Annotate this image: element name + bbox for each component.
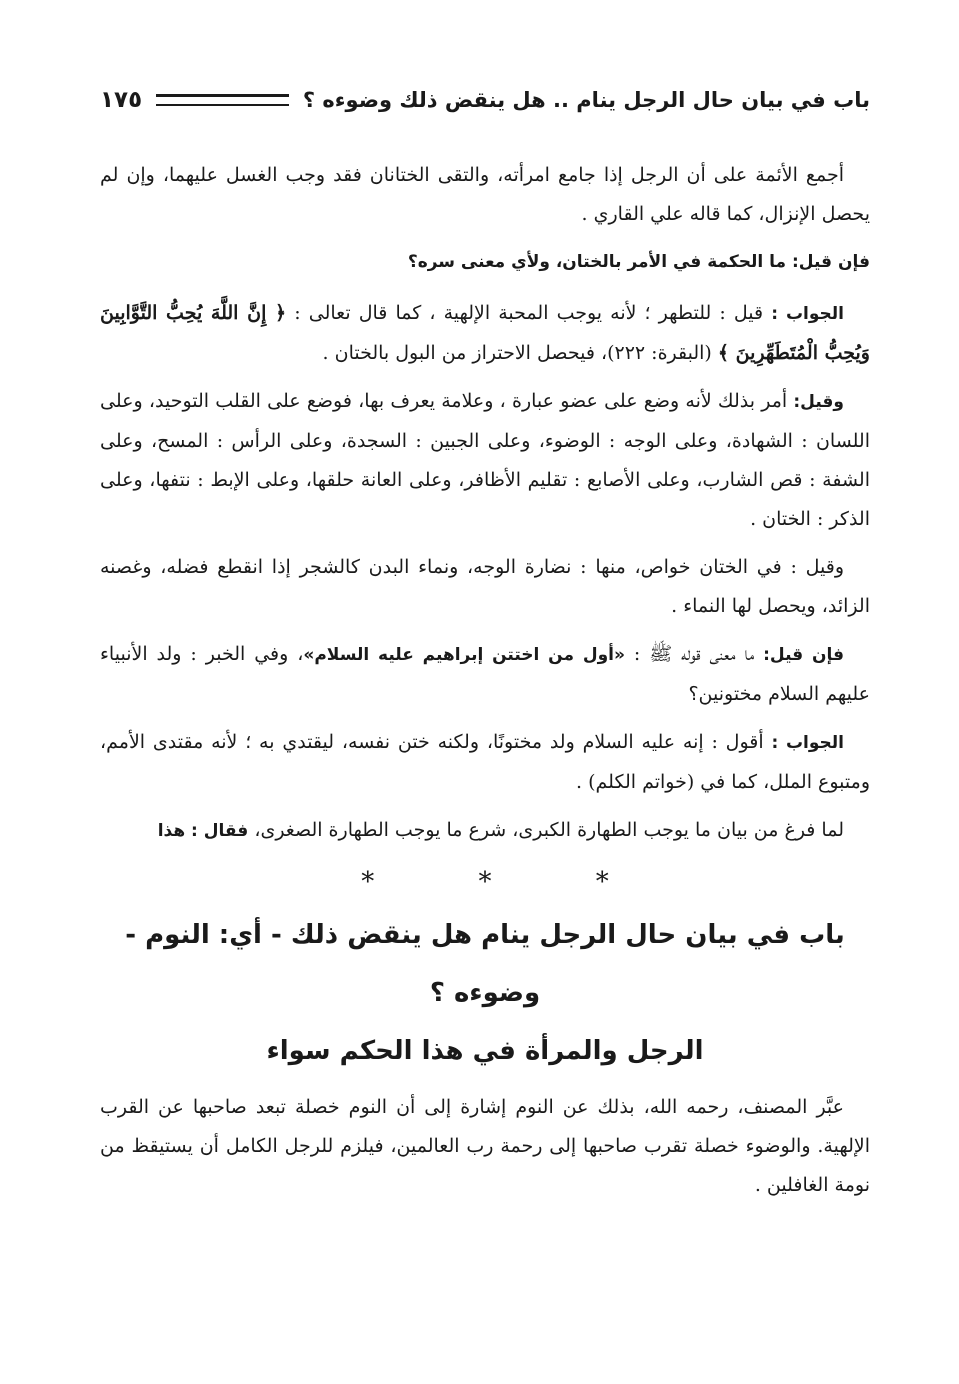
page-header [100, 78, 870, 122]
answer-label: الجواب : [771, 304, 844, 324]
paragraph-ijma: أجمع الأئمة على أن الرجل إذا جامع امرأته، والتقى الختانان فقد وجب الغسل عليهما، وإن لم يحصل الإنزال، كما قاله علي القاري . [100, 164, 870, 225]
chapter-title-line-2: الرجل والمرأة في هذا الحكم سواء [266, 1036, 704, 1066]
paragraph-properties: وقيل : في الختان خواص، منها : نضارة الوجه، ونماء البدن كالشجر إذا انقطع فضله، وغصنه الزائد، ويحصل لها النماء . [100, 556, 870, 617]
header-rule [156, 94, 289, 106]
section-divider-stars: * * * [361, 867, 657, 897]
qila-label: وقيل: [793, 392, 844, 412]
question-circumcision-wisdom: فإن قيل: ما الحكمة في الأمر بالختان، ولأي معنى سره؟ [407, 252, 870, 272]
answer-label-2: الجواب : [771, 733, 845, 753]
question-ibrahim [100, 635, 870, 714]
transition-tail: فقال : هذا [157, 821, 249, 841]
transition-text: لما فرغ من بيان ما يوجب الطهارة الكبرى، شرع ما يوجب الطهارة الصغرى، [248, 819, 844, 841]
question-label: فإن قيل: [763, 645, 844, 665]
answer-purification [100, 294, 870, 373]
question-text: ما معنى قوله ﷺ : [624, 643, 764, 665]
paragraph-transition [100, 811, 870, 851]
quran-verse: ﴿ إِنَّ اللَّهَ يُحِبُّ التَّوَّابِينَ وَيُحِبُّ الْمُتَطَهِّرِينَ ﴾ [100, 302, 870, 364]
running-title: باب في بيان حال الرجل ينام .. هل ينقض ذلك وضوءه ؟ [302, 88, 870, 112]
answer-ibrahim [100, 723, 870, 802]
page-number: ١٧٥ [100, 87, 143, 113]
answer-text-end: (البقرة: ٢٢٢)، فيحصل الاحتراز من البول بالختان . [322, 342, 718, 364]
paragraph-sleep: عبَّر المصنف، رحمه الله، بذلك عن النوم إشارة إلى أن النوم خصلة تبعد صاحبها عن القرب الإلهية. والوضوء خصلة تقرب صاحبها إلى رحمة رب العالمين، فيلزم للرجل الكامل أن يستيقظ من نومة الغافلين . [100, 1096, 870, 1196]
hadith-quote: «أول من اختتن إبراهيم عليه السلام» [303, 645, 625, 665]
chapter-title-line-1: باب في بيان حال الرجل ينام هل ينقض ذلك - أي: النوم - وضوءه ؟ [125, 920, 845, 1008]
chapter-title [100, 906, 870, 1080]
answer-text-2: أقول : إنه عليه السلام ولد مختونًا، ولكنه ختن نفسه، ليقتدي به ؛ لأنه مقتدى الأمم، ومتبوع الملل، كما في (خواتم الكلم) . [100, 731, 870, 793]
body-text [100, 156, 870, 1214]
signs-text: أمر بذلك لأنه وضع على عضو عبارة ، وعلامة يعرف بها، فوضع على القلب التوحيد، وعلى اللسان : الشهادة، وعلى الوجه : الوضوء، وعلى الجبين : السجدة، وعلى الرأس : المسح، وعلى الشفة : قص الشارب، وعلى الأصابع : تقليم الأظافر، وعلى العانة حلقها، وعلى الإبط : نتفها، وعلى الذكر : الختان . [100, 390, 870, 530]
answer-text: قيل : للتطهر ؛ لأنه يوجب المحبة الإلهية ، كما قال تعالى : [286, 302, 772, 324]
question-text-end: ، وفي الخبر : ولد الأنبياء عليهم السلام مختونين؟ [100, 643, 870, 705]
paragraph-signs [100, 382, 870, 539]
